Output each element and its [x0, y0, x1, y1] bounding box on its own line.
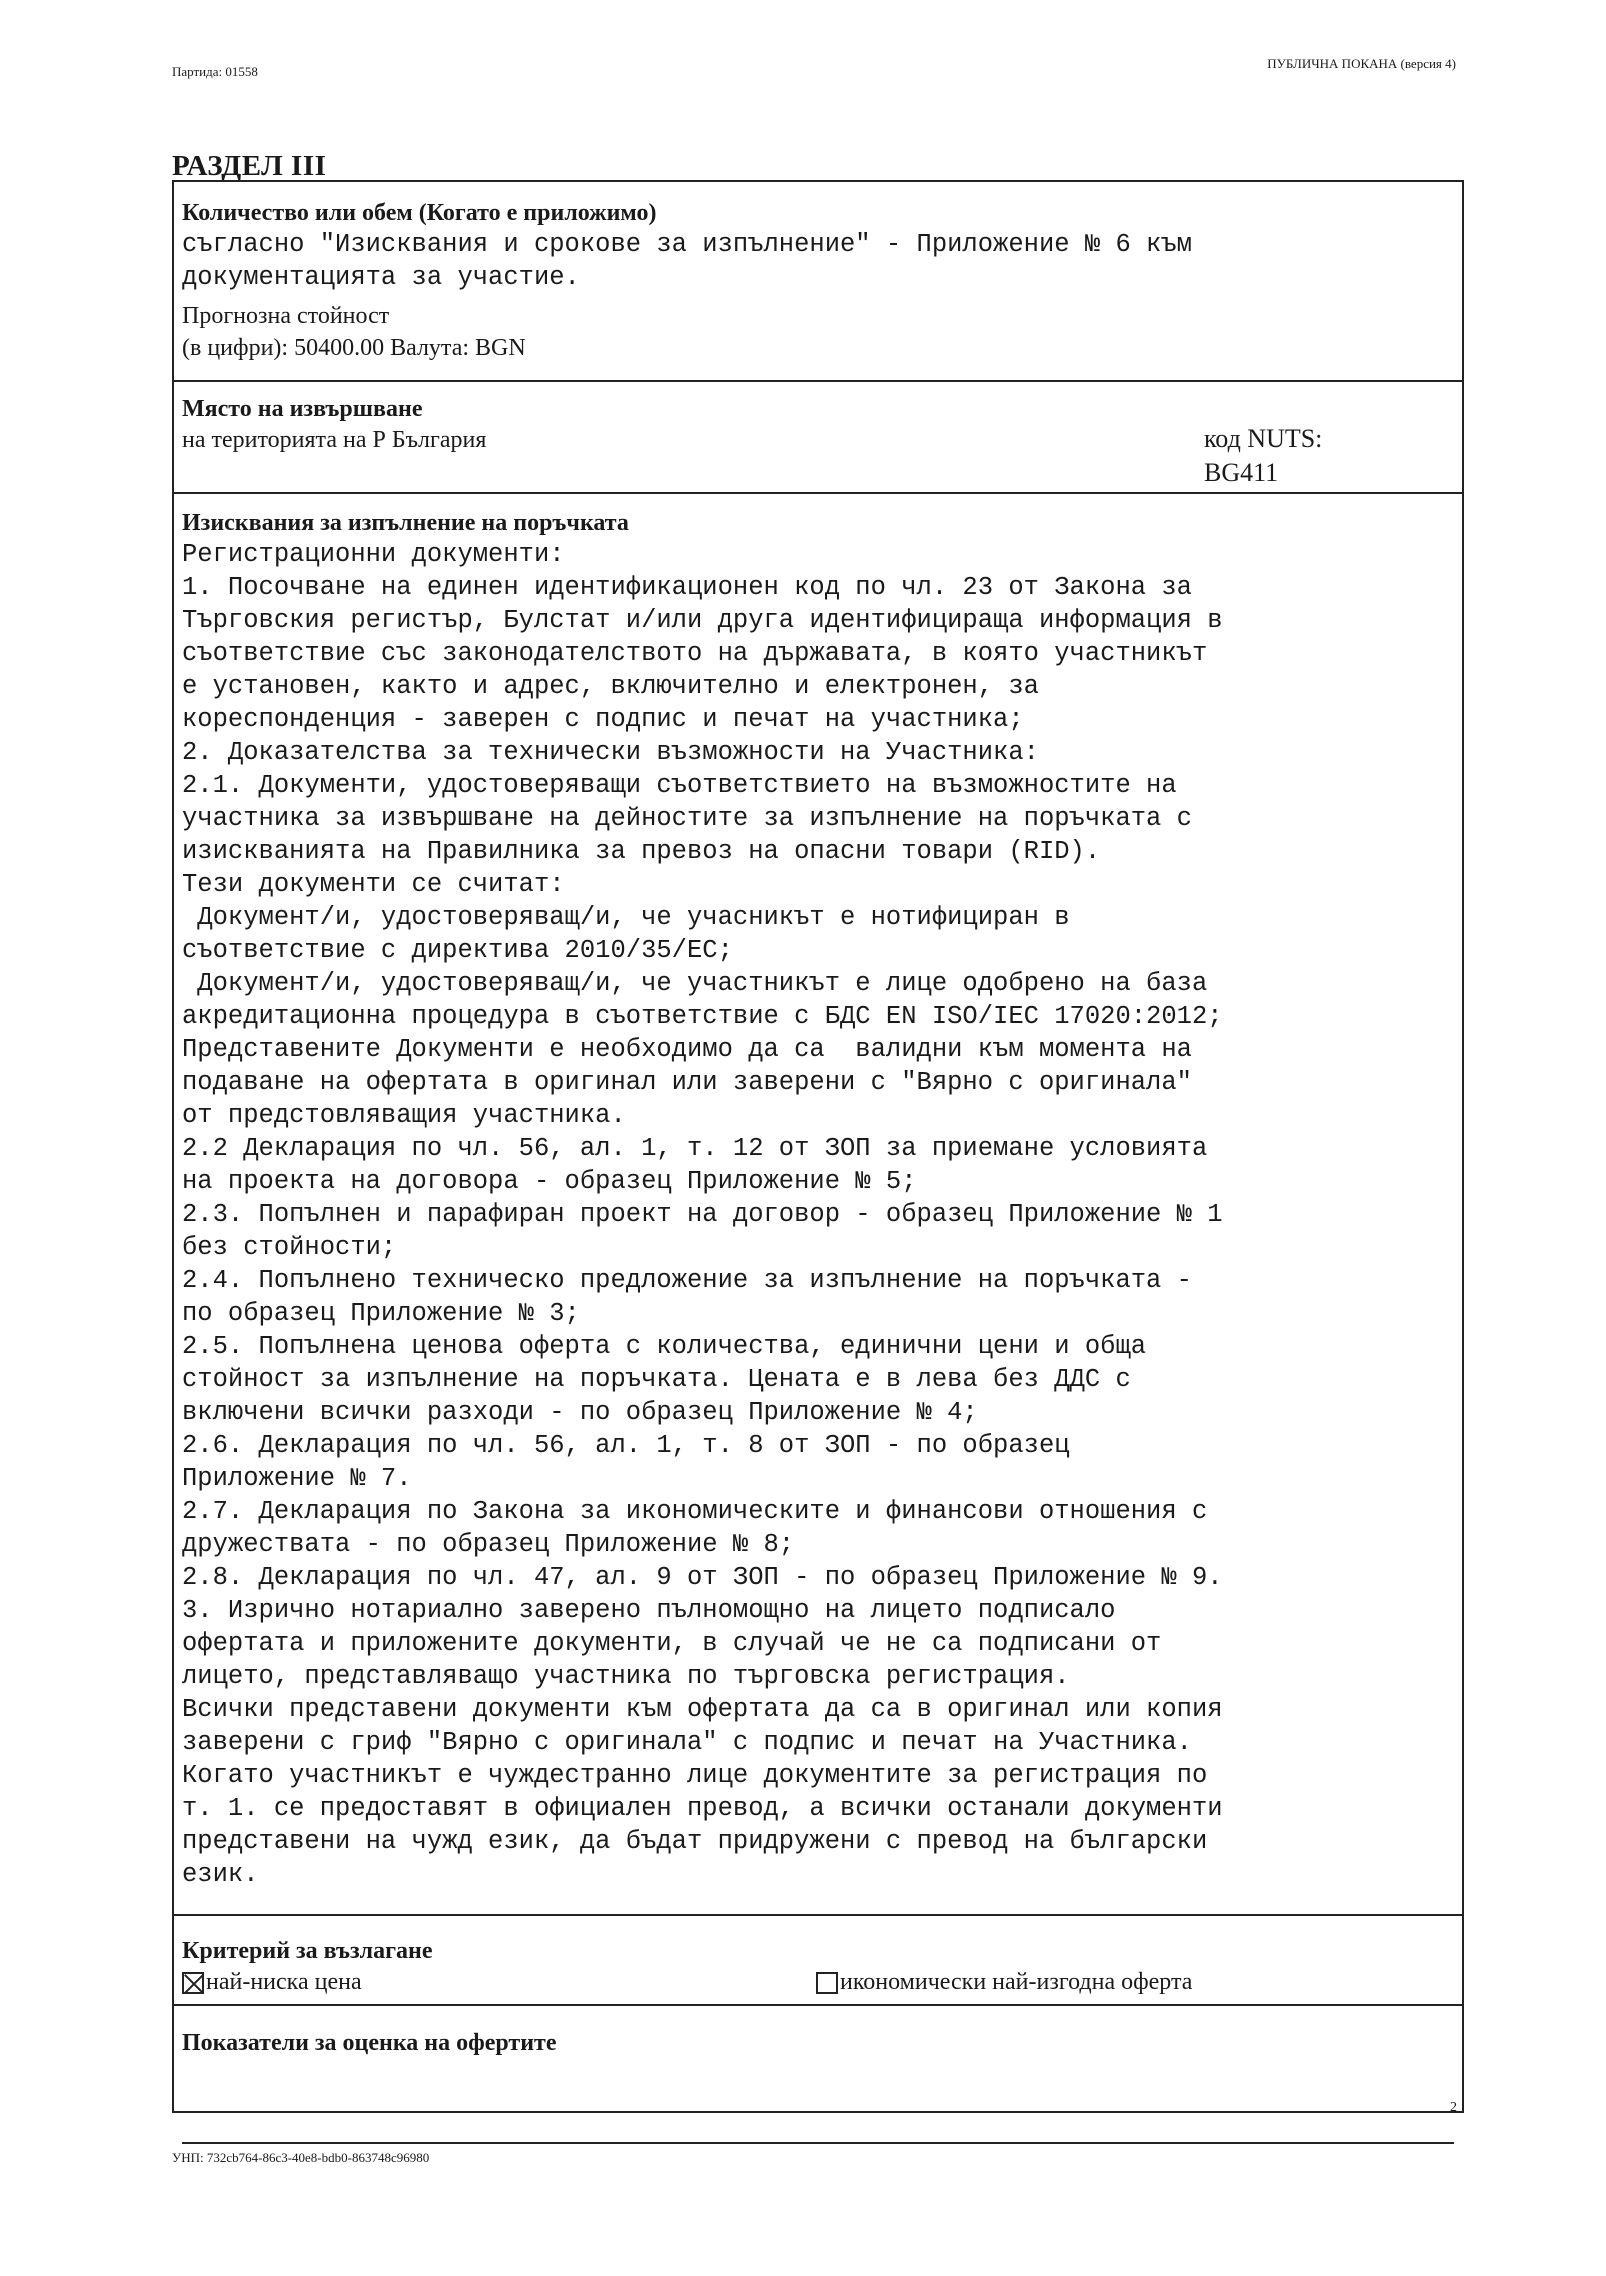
requirement-line: 2.4. Попълнено техническо предложение за изпълнение на поръчката -	[182, 1266, 1192, 1295]
requirement-line: 2.7. Декларация по Закона за икономическите и финансови отношения с	[182, 1497, 1208, 1526]
forecast-label: Прогнозна стойност	[182, 303, 390, 329]
requirement-line: Представените Документи е необходимо да са валидни към момента на	[182, 1035, 1192, 1064]
section-title: РАЗДЕЛ III	[172, 150, 327, 182]
form-frame	[172, 180, 1464, 2113]
indicators-heading: Показатели за оценка на офертите	[182, 2030, 557, 2056]
requirement-line: Всички представени документи към офертата да са в оригинал или копия	[182, 1695, 1223, 1724]
requirement-line: Документ/и, удостоверяващ/и, че учасникът е нотифициран в	[182, 903, 1070, 932]
requirement-line: 2.6. Декларация по чл. 56, ал. 1, т. 8 от ЗОП - по образец	[182, 1431, 1070, 1460]
place-heading: Място на извършване	[182, 396, 423, 422]
quantity-line: съгласно "Изисквания и срокове за изпълнение" - Приложение № 6 към	[182, 230, 1192, 259]
requirement-line: дружествата - по образец Приложение № 8;	[182, 1530, 795, 1559]
requirement-line: 2.1. Документи, удостоверяващи съответствието на възможностите на	[182, 771, 1177, 800]
party-number: Партида: 01558	[172, 64, 258, 79]
requirement-line: съответствие с директива 2010/35/ЕС;	[182, 936, 733, 965]
indicators-section	[174, 2006, 1462, 2115]
document-type: ПУБЛИЧНА ПОКАНА (версия 4)	[1267, 56, 1456, 71]
indicators-line	[182, 2142, 1454, 2144]
option-lowest-price	[182, 1966, 433, 1998]
requirement-line: офертата и приложените документи, в случай че не са подписани от	[182, 1629, 1162, 1658]
quantity-text	[182, 228, 1454, 294]
quantity-section	[174, 182, 1462, 382]
requirement-line: Когато участникът е чуждестранно лице документите за регистрация по	[182, 1761, 1208, 1790]
requirement-line: език.	[182, 1860, 259, 1889]
requirement-line: включени всички разходи - по образец Приложение № 4;	[182, 1398, 978, 1427]
requirement-line: участника за извършване на дейностите за изпълнение на поръчката с	[182, 804, 1192, 833]
requirement-line: Тези документи се считат:	[182, 870, 565, 899]
requirement-line: Регистрационни документи:	[182, 540, 565, 569]
requirement-line: 3. Изрично нотариално заверено пълномощно на лицето подписало	[182, 1596, 1116, 1625]
quantity-heading: Количество или обем (Когато е приложимо)	[182, 200, 657, 226]
economic-offer-label: икономически най-изгодна оферта	[840, 1969, 1193, 1995]
nuts-block	[1204, 422, 1322, 490]
requirement-line: 2.2 Декларация по чл. 56, ал. 1, т. 12 от ЗОП за приемане условията	[182, 1134, 1208, 1163]
requirement-line: изискванията на Правилника за превоз на опасни товари (RID).	[182, 837, 1101, 866]
requirement-line: 2. Доказателства за технически възможности на Участника:	[182, 738, 1039, 767]
requirement-line: съответствие със законодателството на държавата, в която участникът	[182, 639, 1208, 668]
requirement-line: Приложение № 7.	[182, 1464, 412, 1493]
economic-offer-checkbox[interactable]	[816, 1972, 838, 1994]
requirement-line: без стойности;	[182, 1233, 397, 1262]
requirement-line: е установен, както и адрес, включително и електронен, за	[182, 672, 1039, 701]
requirement-line: Документ/и, удостоверяващ/и, че участникът е лице одобрено на база	[182, 969, 1208, 998]
requirement-line: стойност за изпълнение на поръчката. Цената е в лева без ДДС с	[182, 1365, 1131, 1394]
requirements-heading: Изисквания за изпълнение на поръчката	[182, 510, 629, 536]
requirement-line: представени на чужд език, да бъдат придружени с превод на български	[182, 1827, 1208, 1856]
quantity-line: документацията за участие.	[182, 263, 580, 292]
requirement-line: 1. Посочване на единен идентификационен код по чл. 23 от Закона за	[182, 573, 1192, 602]
requirement-line: 2.5. Попълнена ценова оферта с количества, единични цени и обща	[182, 1332, 1147, 1361]
place-section	[174, 382, 1462, 494]
criterion-heading: Критерий за възлагане	[182, 1938, 433, 1964]
page-number: 2	[1450, 2100, 1457, 2115]
requirement-line: 2.8. Декларация по чл. 47, ал. 9 от ЗОП - по образец Приложение № 9.	[182, 1563, 1223, 1592]
requirement-line: кореспонденция - заверен с подпис и печат на участника;	[182, 705, 1024, 734]
requirement-line: подаване на офертата в оригинал или заверени с "Вярно с оригинала"	[182, 1068, 1192, 1097]
requirement-line: т. 1. се предоставят в официален превод, а всички останали документи	[182, 1794, 1223, 1823]
requirements-section	[174, 494, 1462, 1916]
requirement-line: от предстовляващия участника.	[182, 1101, 626, 1130]
lowest-price-label: най-ниска цена	[206, 1969, 362, 1995]
requirement-line: по образец Приложение № 3;	[182, 1299, 580, 1328]
option-economic	[816, 1966, 1192, 1998]
requirement-line: заверени с гриф "Вярно с оригинала" с подпис и печат на Участника.	[182, 1728, 1192, 1757]
requirements-text	[182, 538, 1454, 1891]
nuts-label: код NUTS:	[1204, 424, 1323, 453]
requirement-line: акредитационна процедура в съответствие с БДС EN ISO/IEC 17020:2012;	[182, 1002, 1223, 1031]
requirement-line: Търговския регистър, Булстат и/или друга идентифицираща информация в	[182, 606, 1223, 635]
requirement-line: 2.3. Попълнен и парафиран проект на договор - образец Приложение № 1	[182, 1200, 1223, 1229]
unp-code: УНП: 732cb764-86c3-40e8-bdb0-863748c96980	[172, 2150, 430, 2165]
criterion-section	[174, 1916, 1462, 2006]
requirement-line: на проекта на договора - образец Приложение № 5;	[182, 1167, 917, 1196]
requirement-line: лицето, представляващо участника по търговска регистрация.	[182, 1662, 1070, 1691]
place-value: на територията на Р България	[182, 427, 487, 453]
lowest-price-checkbox[interactable]	[182, 1972, 204, 1994]
nuts-code: BG411	[1204, 458, 1279, 487]
forecast-value: (в цифри): 50400.00 Валута: BGN	[182, 335, 526, 361]
